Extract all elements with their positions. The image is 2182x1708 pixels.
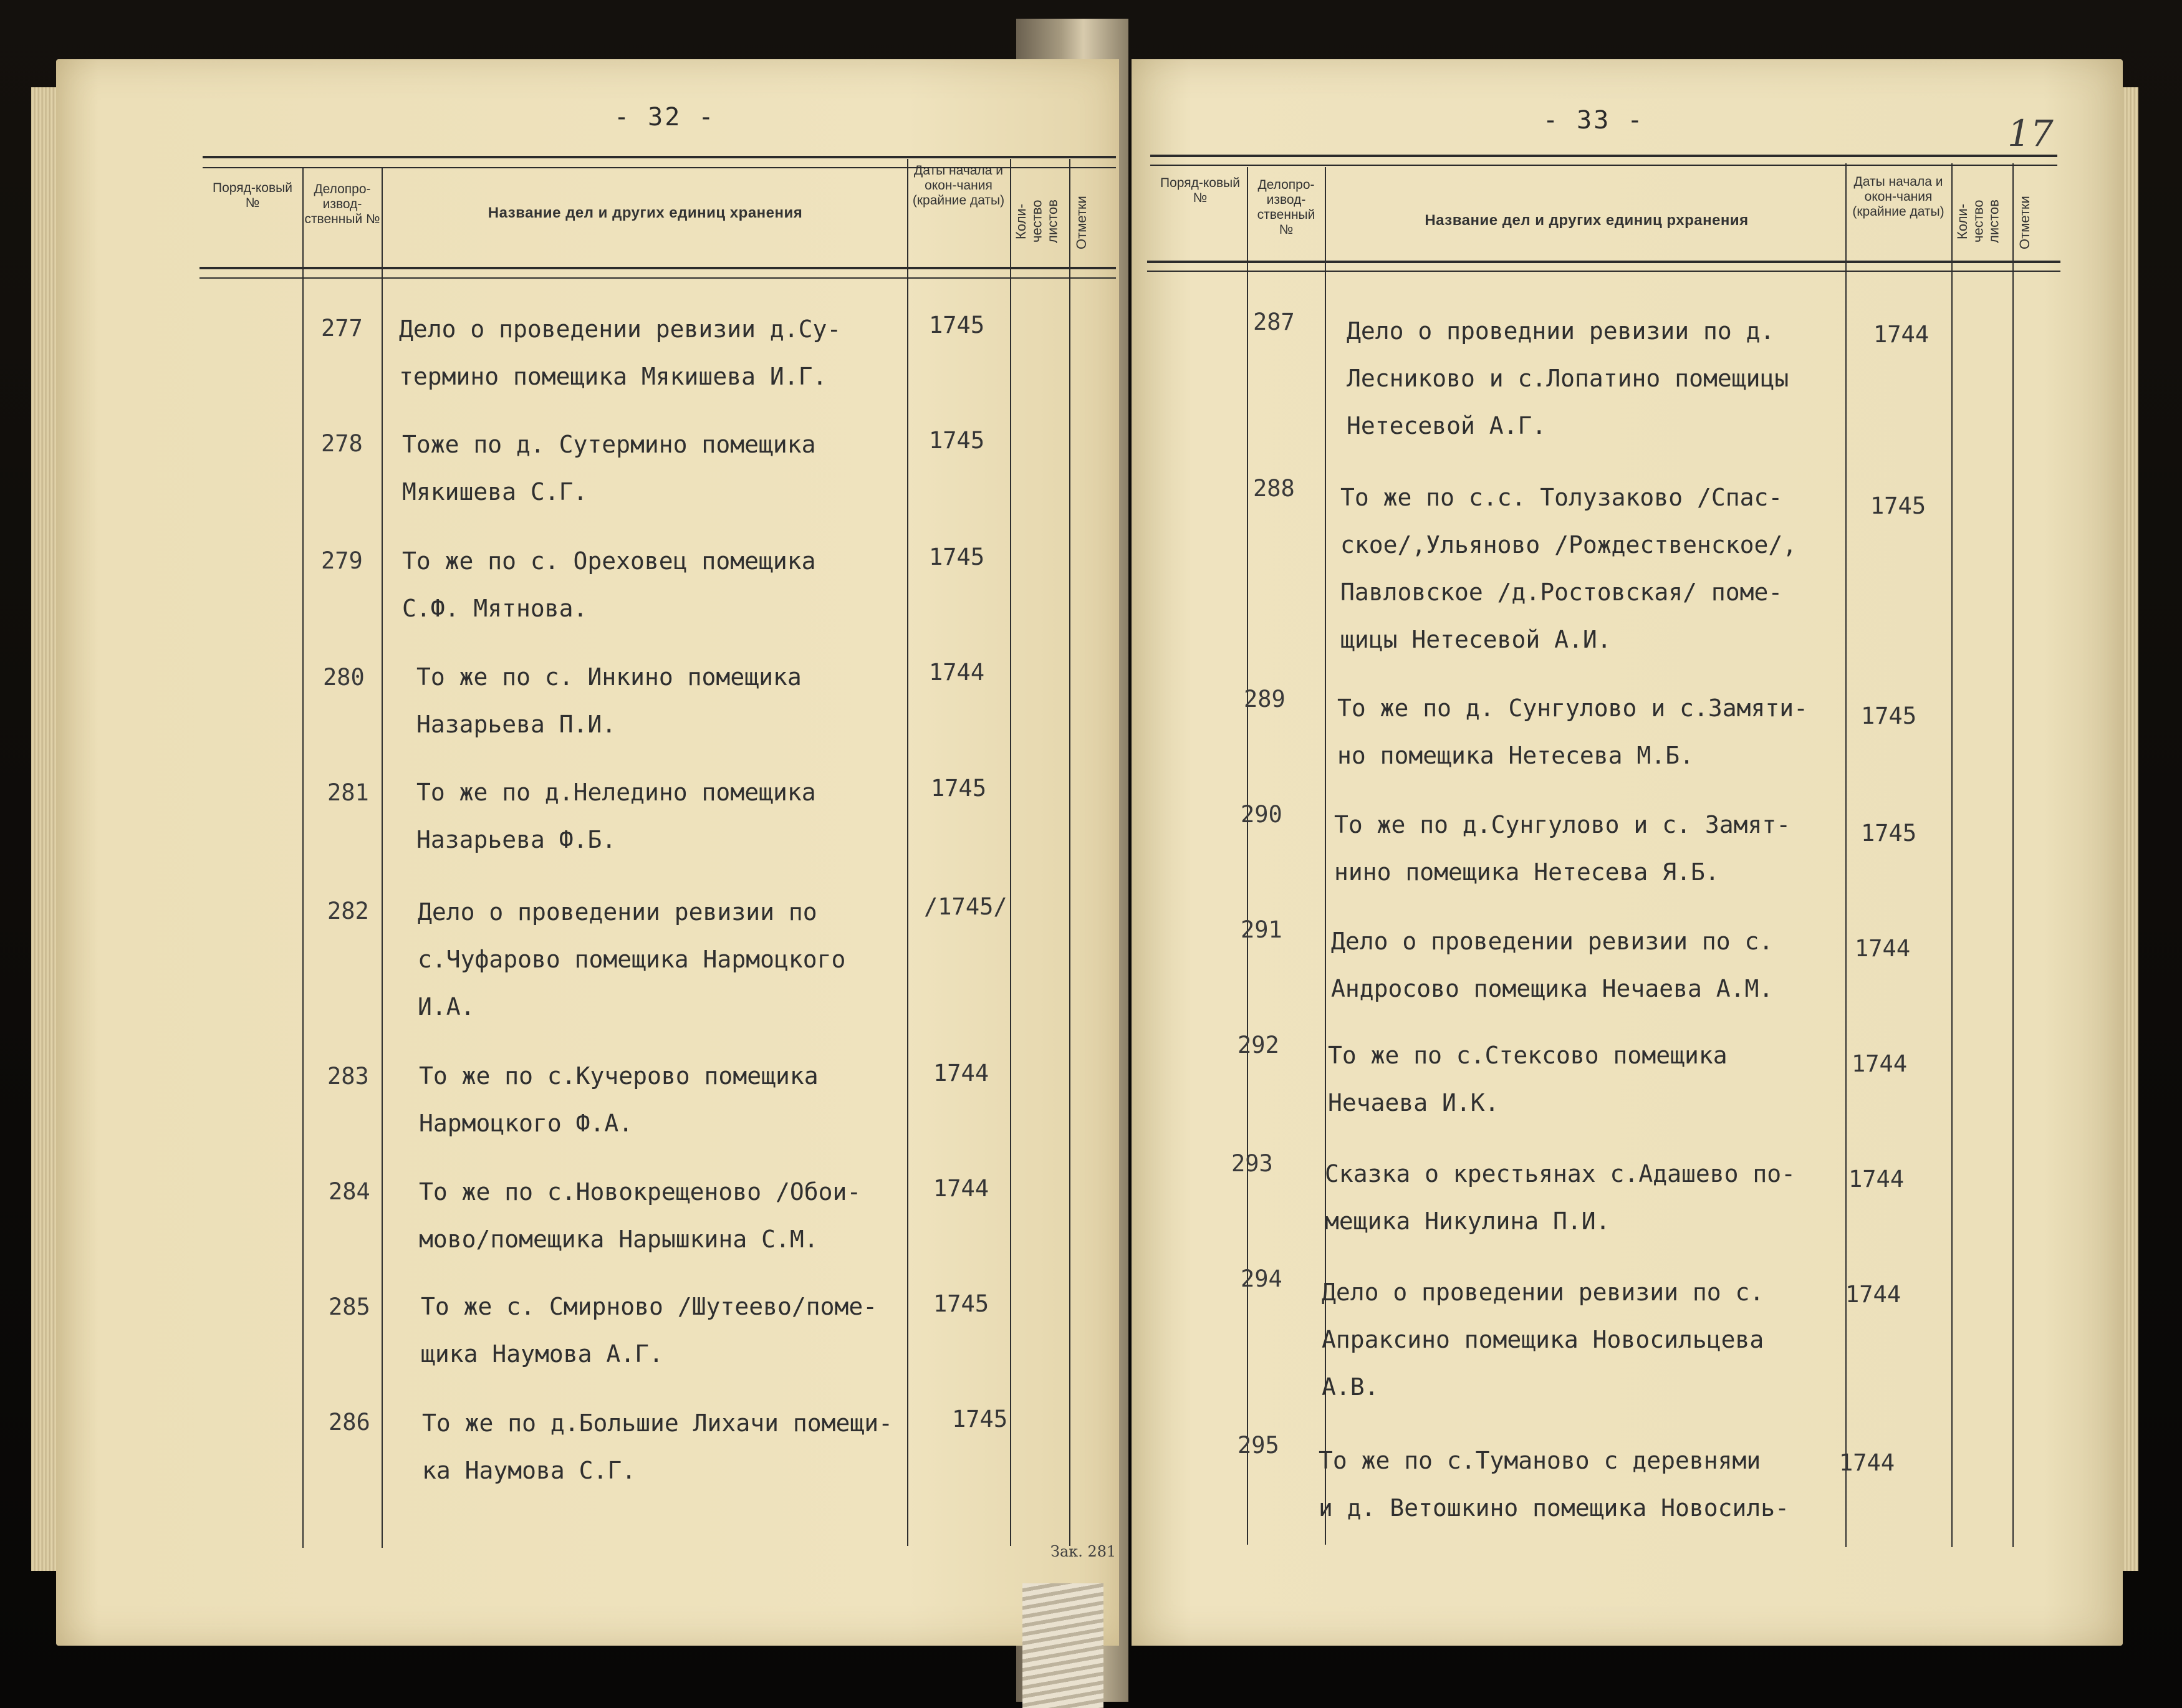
row-date: 1744: [933, 1060, 989, 1087]
row-date: 1745: [952, 1406, 1008, 1432]
row-title-line: Апраксино помещика Новосильцева: [1322, 1326, 1764, 1353]
row-number: 284: [329, 1178, 370, 1205]
left-col-sep-4: [1010, 159, 1011, 1546]
row-title-line: Павловское /д.Ростовская/ поме-: [1340, 578, 1783, 606]
row-title-line: Нармоцкого Ф.А.: [419, 1110, 633, 1137]
row-title-line: То же с. Смирново /Шутеево/поме-: [421, 1293, 878, 1320]
row-title-line: То же по с. Ореховец помещика: [402, 547, 816, 575]
right-header-top-rule-2: [1150, 165, 2057, 166]
row-number: 295: [1238, 1432, 1279, 1459]
right-header-sheets: Коли-чество листов: [1954, 199, 2002, 243]
row-title-line: То же по д.Сунгулово и с. Замят-: [1334, 811, 1791, 838]
row-title-line: мещика Никулина П.И.: [1325, 1207, 1610, 1235]
row-number: 290: [1241, 801, 1282, 828]
row-title-line: То же по с.Новокрещеново /Обои-: [419, 1178, 862, 1206]
row-title-line: То же по с.Стексово помещика: [1328, 1042, 1728, 1069]
row-title-line: но помещика Нетесева М.Б.: [1337, 742, 1694, 769]
row-number: 288: [1253, 475, 1295, 502]
left-header-notes: Отметки: [1074, 196, 1089, 250]
row-title-line: мово/помещика Нарышкина С.М.: [419, 1226, 819, 1253]
row-title-line: Дело о проведении ревизии д.Су-: [399, 315, 842, 343]
row-number: 293: [1231, 1150, 1273, 1177]
row-title-line: Дело о проведении ревизии по: [418, 898, 817, 926]
row-date: 1744: [1873, 321, 1930, 348]
row-title-line: щицы Нетесевой А.И.: [1340, 626, 1612, 653]
left-footer-print-order: Зак. 281: [1050, 1543, 1117, 1560]
row-number: 278: [321, 430, 363, 457]
left-header-top-rule: [203, 156, 1116, 158]
row-title-line: Мякишева С.Г.: [402, 478, 588, 506]
right-header-top-rule: [1150, 155, 2057, 157]
left-header-ordinal: Поряд-ковый №: [213, 181, 292, 211]
row-date: 1745: [929, 312, 985, 338]
row-number: 291: [1241, 916, 1282, 943]
row-title-line: То же по д. Сунгулово и с.Замяти-: [1337, 694, 1808, 722]
row-title-line: То же по с. Инкино помещика: [416, 663, 802, 691]
row-number: 280: [323, 664, 365, 691]
row-title-line: ское/,Ульяново /Рождественское/,: [1340, 531, 1797, 559]
row-number: 282: [327, 898, 369, 924]
row-date: 1745: [931, 775, 987, 802]
row-title-line: щика Наумова А.Г.: [421, 1340, 663, 1368]
row-title-line: И.А.: [418, 993, 475, 1020]
right-page-number: - 33 -: [1543, 106, 1645, 135]
binding-thread: [1022, 1583, 1103, 1708]
row-title-line: Назарьева П.И.: [416, 711, 617, 738]
right-header-bottom-rule-2: [1147, 271, 2060, 272]
left-col-sep-2: [382, 167, 383, 1548]
row-date: 1744: [1845, 1281, 1901, 1308]
row-number: 283: [327, 1063, 369, 1090]
row-date: 1745: [933, 1290, 989, 1317]
left-header-title: Название дел и других единиц хранения: [488, 204, 803, 221]
row-date: /1745/: [924, 893, 1007, 920]
row-date: 1744: [1839, 1449, 1895, 1476]
row-number: 285: [329, 1293, 370, 1320]
row-title-line: Андросово помещика Нечаева А.М.: [1331, 975, 1774, 1002]
row-title-line: Сказка о крестьянах с.Адашево по-: [1325, 1160, 1795, 1187]
row-title-line: С.Ф. Мятнова.: [402, 595, 588, 622]
left-col-sep-3: [907, 159, 908, 1546]
row-title-line: Дело о проведении ревизии по с.: [1322, 1279, 1764, 1306]
left-page-number: - 32 -: [614, 103, 716, 132]
row-title-line: Назарьева Ф.Б.: [416, 826, 617, 853]
row-title-line: термино помещика Мякишева И.Г.: [399, 363, 827, 390]
row-number: 294: [1241, 1265, 1282, 1292]
row-title-line: А.В.: [1322, 1373, 1379, 1401]
right-col-sep-4: [1951, 163, 1953, 1547]
archive-sheet-mark: 17: [2007, 112, 2054, 155]
row-number: 279: [321, 547, 363, 574]
row-date: 1744: [933, 1175, 989, 1202]
row-title-line: Дело о проведении ревизии по с.: [1331, 928, 1774, 955]
row-title-line: Лесниково и с.Лопатино помещицы: [1347, 365, 1789, 392]
row-title-line: То же по д.Большие Лихачи помещи-: [422, 1409, 893, 1437]
row-date: 1745: [929, 427, 985, 454]
row-number: 289: [1244, 686, 1286, 712]
row-title-line: с.Чуфарово помещика Нармоцкого: [418, 946, 846, 973]
left-col-sep-5: [1069, 159, 1070, 1546]
row-date: 1745: [1861, 820, 1917, 847]
right-header-office: Делопро-извод-ственный №: [1257, 178, 1315, 237]
right-header-dates: Даты начала и окон-чания (крайние даты): [1852, 175, 1944, 219]
row-title-line: Нетесевой А.Г.: [1347, 412, 1547, 439]
row-title-line: ка Наумова С.Г.: [422, 1457, 637, 1484]
row-title-line: нино помещика Нетесева Я.Б.: [1334, 858, 1719, 886]
row-number: 286: [329, 1409, 370, 1436]
right-header-title: Название дел и других единиц рхранения: [1425, 212, 1749, 229]
right-header-bottom-rule: [1147, 261, 2060, 263]
row-number: 292: [1238, 1032, 1279, 1058]
row-number: 287: [1253, 309, 1295, 335]
left-page-edges: [31, 87, 56, 1571]
left-header-dates: Даты начала и окон-чания (крайние даты): [912, 163, 1005, 208]
row-title-line: То же по с.Туманово с деревнями: [1319, 1447, 1761, 1474]
left-header-sheets: Коли-чество листов: [1013, 199, 1060, 243]
right-header-ordinal: Поряд-ковый №: [1160, 176, 1240, 206]
row-title-line: Нечаева И.К.: [1328, 1089, 1499, 1116]
row-date: 1745: [1861, 703, 1917, 729]
row-date: 1744: [1848, 1166, 1905, 1192]
left-col-sep-1: [302, 167, 304, 1548]
row-title-line: Дело о проведнии ревизии по д.: [1347, 317, 1775, 345]
row-number: 281: [327, 779, 369, 806]
left-header-bottom-rule-2: [199, 277, 1116, 279]
row-date: 1744: [1855, 935, 1911, 962]
left-header-bottom-rule: [199, 267, 1116, 269]
row-title-line: Тоже по д. Сутермино помещика: [402, 431, 816, 458]
right-col-sep-5: [2012, 163, 2014, 1547]
row-number: 277: [321, 315, 363, 342]
row-title-line: То же по с.с. Толузаково /Спас-: [1340, 484, 1783, 511]
row-date: 1744: [1852, 1050, 1908, 1077]
row-date: 1745: [1870, 492, 1926, 519]
right-header-notes: Отметки: [2017, 196, 2032, 250]
row-title-line: То же по д.Неледино помещика: [416, 779, 816, 806]
row-date: 1744: [929, 659, 985, 686]
left-header-office: Делопро-извод-ственный №: [304, 182, 380, 227]
row-date: 1745: [929, 544, 985, 570]
row-title-line: и д. Ветошкино помещика Новосиль-: [1319, 1494, 1789, 1522]
right-col-sep-3: [1845, 163, 1847, 1547]
right-col-sep-1: [1247, 167, 1248, 1545]
row-title-line: То же по с.Кучерово помещика: [419, 1062, 819, 1090]
